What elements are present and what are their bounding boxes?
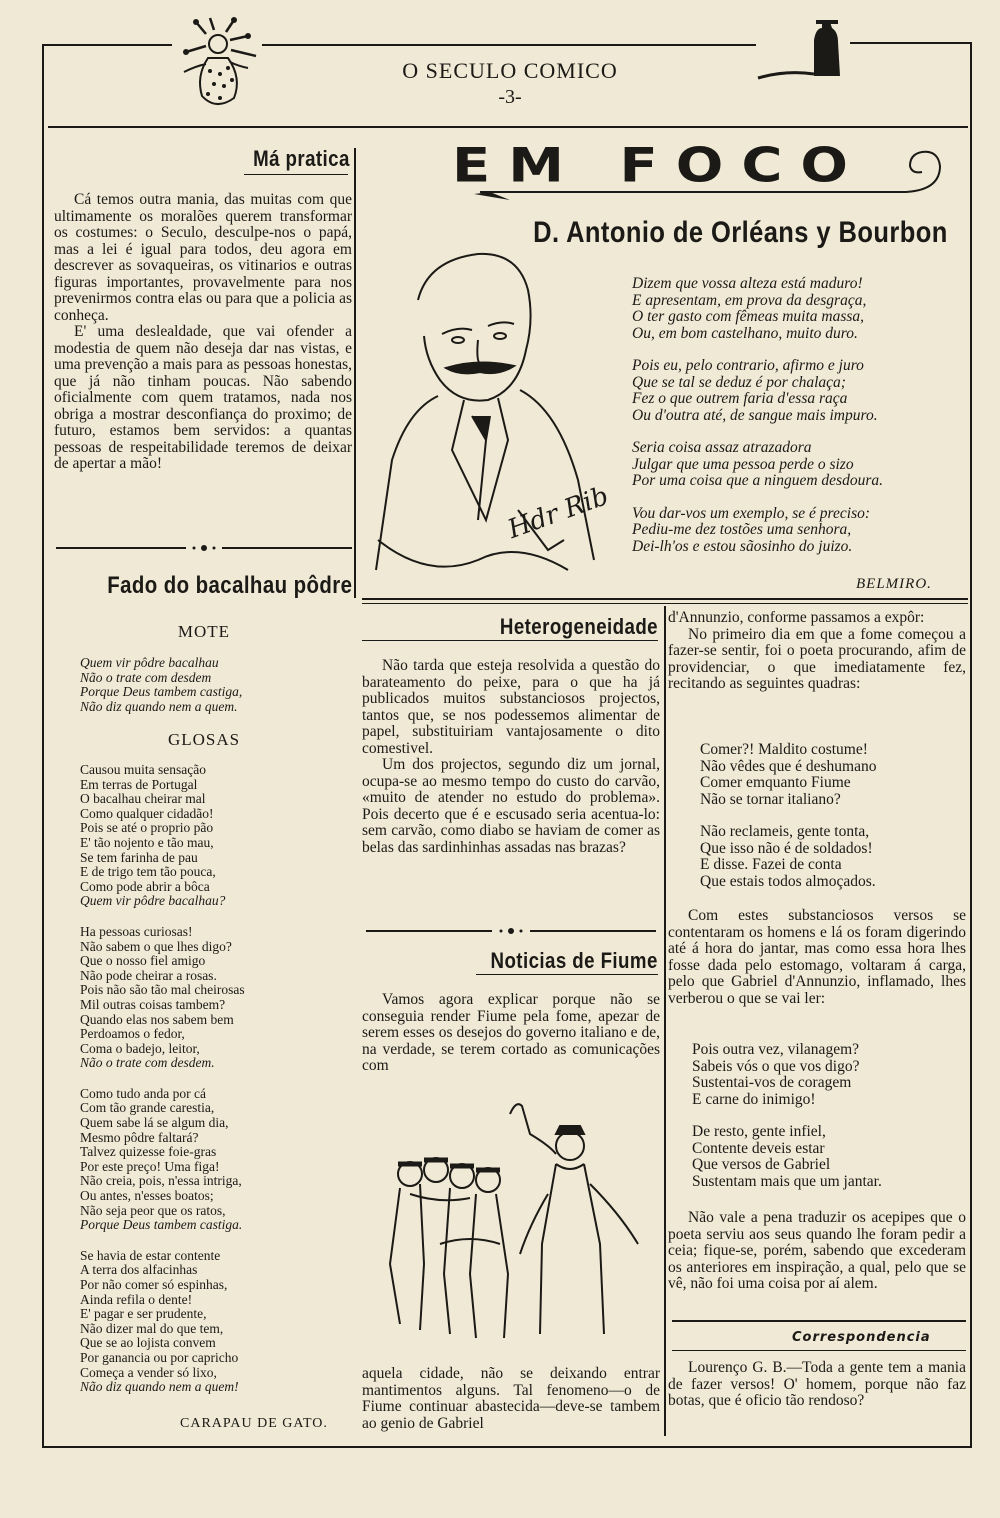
verse-line: E' tão nojento e tão mau, bbox=[80, 834, 214, 850]
verse-line: Não pode cheirar a rosas. bbox=[80, 967, 217, 983]
verse-line: Sustentam mais que um jantar. bbox=[692, 1172, 882, 1190]
verse-line: Não reclameis, gente tonta, bbox=[700, 823, 870, 840]
quadras-second bbox=[692, 1042, 952, 1206]
verse-line: Que isso não é de soldados! bbox=[700, 839, 873, 857]
verse-line: Que estais todos almoçados. bbox=[700, 872, 876, 890]
verse-line: Mesmo pôdre faltará? bbox=[80, 1129, 199, 1145]
portrait-caricature bbox=[368, 240, 618, 600]
clown-doll-icon bbox=[176, 16, 266, 121]
heterogeneidade-paragraph: Um dos projectos, segundo diz um jornal, ocupa-se ao mesmo tempo do custo do carvão, «muito de atender no estudo do problema». Pois decerto que é e escusado seria acentua-lo: sem carvão, como diabo se haviam de comer as belas das sardinhinhas assadas nas brazas? bbox=[362, 756, 660, 856]
mote-label: MOTE bbox=[177, 622, 231, 641]
glosas-verses bbox=[80, 763, 350, 1411]
verse-line: A terra dos alfacinhas bbox=[80, 1262, 198, 1278]
verse-line: Perdoamos o fedor, bbox=[80, 1026, 185, 1042]
correspondencia-heading: Correspondencia bbox=[792, 1330, 931, 1345]
fiume-body-top bbox=[362, 992, 660, 1075]
verse-line: Por uma coisa que a ninguem desdoura. bbox=[632, 472, 883, 489]
cat-icon bbox=[756, 18, 846, 84]
stanza bbox=[632, 506, 962, 556]
verse-line: Ha pessoas curiosas! bbox=[80, 923, 193, 939]
ma-pratica-body bbox=[54, 192, 352, 473]
fiume-paragraph: No primeiro dia em que a fome começou a fazer-se sentir, foi o poeta procurando, afim de providenciar, o que imediatamente fez, recitando as seguintes quadras: bbox=[668, 625, 966, 692]
ornamental-divider-icon bbox=[56, 543, 352, 553]
mote-verses bbox=[80, 656, 340, 714]
verse-line: Como pode abrir a bôca bbox=[80, 878, 210, 894]
soldiers-cartoon bbox=[380, 1094, 650, 1350]
verse-line: E' pagar e ser prudente, bbox=[80, 1306, 207, 1322]
verse-line: Pediu-me dez tostões uma senhora, bbox=[632, 521, 852, 538]
page-number: -3- bbox=[498, 86, 522, 108]
verse-line: E apresentam, em prova da desgraça, bbox=[632, 291, 867, 309]
verse-line: Que o nosso fiel amigo bbox=[80, 953, 206, 969]
verse-line: Sustentai-vos de coragem bbox=[692, 1074, 852, 1091]
fiume-continuation bbox=[668, 610, 966, 693]
verse-line: Porque Deus tambem castiga. bbox=[80, 1217, 243, 1233]
stanza bbox=[80, 925, 350, 1071]
verse-line: Pois não são tão mal cheirosas bbox=[80, 982, 245, 998]
fiume-paragraph: aquela cidade, não se deixando entrar mantimentos alguns. Tal fenomeno—o de Fiume continuar abastecida—deve-se tambem ao genio de Gabriel bbox=[362, 1365, 660, 1432]
verse-line: Dei-lh'os e estou sãosinho do juizo. bbox=[632, 537, 853, 555]
verse-line: Por não comer só espinhas, bbox=[80, 1277, 228, 1292]
verse-line: Quem sabe lá se algum dia, bbox=[80, 1115, 229, 1131]
verse-line: Em terras de Portugal bbox=[80, 776, 198, 792]
verse-line: E de trigo tem tão pouca, bbox=[80, 864, 216, 880]
em-foco-signature: BELMIRO. bbox=[856, 576, 932, 592]
stanza bbox=[692, 1124, 952, 1190]
verse-line: Que se tal se deduz é por chalaça; bbox=[632, 373, 846, 391]
verse-line: Mil outras coisas tambem? bbox=[80, 996, 226, 1012]
verse-line: Não diz quando nem a quem! bbox=[80, 1379, 239, 1395]
ma-pratica-heading: Má pratica bbox=[253, 146, 350, 171]
swirl-ornament-icon bbox=[470, 140, 946, 206]
verse-line: Não diz quando nem a quem. bbox=[80, 698, 238, 714]
verse-line: Fez o que outrem faria d'essa raça bbox=[632, 390, 848, 407]
verse-line: Contente deveis estar bbox=[692, 1139, 825, 1157]
verse-line: Não seja peor que os ratos, bbox=[80, 1202, 226, 1218]
verse-line: Vou dar-vos um exemplo, se é preciso: bbox=[632, 504, 871, 522]
newspaper-title: O SECULO COMICO bbox=[402, 58, 618, 83]
glosas-label: GLOSAS bbox=[167, 730, 241, 749]
stanza bbox=[80, 1249, 350, 1395]
quadras-first bbox=[700, 742, 960, 906]
fiume-paragraph: Com estes substanciosos versos se contentaram os homens e lá os foram digerindo até á hora do jantar, mas como essa hora lhes fosse dada pelo estomago, voltaram á carga, pelo que Gabriel d'Annunzio, inflamado, lhes verberou o que se vai ler: bbox=[668, 907, 966, 1007]
fado-heading: Fado do bacalhau pôdre bbox=[106, 572, 352, 599]
verse-line: Por ganancia ou por capricho bbox=[80, 1349, 239, 1365]
fiume-paragraph: Não vale a pena traduzir os acepipes que o poeta serviu aos seus quando lhe foram pedir a ceia; fique-se, porém, sabendo que excederam os anteriores em inspiração, a qual, pelo que se vê, não foi uma coisa por aí alem. bbox=[668, 1209, 966, 1292]
verse-line: Comer?! Maldito costume! bbox=[700, 741, 868, 758]
verse-line: Porque Deus tambem castiga, bbox=[80, 684, 243, 700]
verse-line: Ou antes, n'esses boatos; bbox=[80, 1188, 214, 1204]
em-foco-title: EM FOCO bbox=[452, 138, 867, 194]
stanza bbox=[700, 742, 960, 808]
verse-line: Ou, em bom castelhano, muito duro. bbox=[632, 324, 858, 342]
stanza bbox=[80, 763, 350, 909]
fiume-continuation-2 bbox=[668, 908, 966, 1007]
verse-line: Seria coisa assaz atrazadora bbox=[632, 439, 812, 456]
verse-line: Não dizer mal do que tem, bbox=[80, 1320, 224, 1336]
verse-line: Não o trate com desdem. bbox=[80, 1055, 215, 1071]
fiume-paragraph: d'Annunzio, conforme passamos a expôr: bbox=[668, 609, 925, 626]
correspondencia-text: Lourenço G. B.—Toda a gente tem a mania de fazer versos! O' homem, porque não faz botas, que é oficio tão rendoso? bbox=[668, 1359, 966, 1409]
verse-line: Ainda refila o dente! bbox=[80, 1291, 193, 1307]
verse-line: Causou muita sensação bbox=[80, 762, 206, 777]
verse-line: Como qualquer cidadão! bbox=[80, 805, 214, 821]
ma-pratica-paragraph: Cá temos outra mania, das muitas com que ultimamente os moralões querem transformar os costumes: o Seculo, desculpe-nos o papá, mas a lei é igual para todos, deu agora em descrever as sovaqueiras, os vitinarios e outras figuras importantes, provavelmente para nos prevenirmos contra elas ou para que a policia as conheça. bbox=[54, 191, 352, 324]
heterogeneidade-paragraph: Não tarda que esteja resolvida a questão do barateamento do peixe, para o que ha já publicados muitos substanciosos projectos, tantos que, se nos podessemos alimentar de papel, substituiriam vantajosamente o dito comestivel. bbox=[362, 657, 660, 757]
verse-line: Não o trate com desdem bbox=[80, 669, 212, 685]
heterogeneidade-body bbox=[362, 658, 660, 856]
fiume-continuation-3 bbox=[668, 1210, 966, 1293]
stanza bbox=[80, 1087, 350, 1233]
verse-line: Pois eu, pelo contrario, afirmo e juro bbox=[632, 357, 864, 374]
fado-signature: CARAPAU DE GATO. bbox=[180, 1416, 328, 1431]
stanza bbox=[632, 440, 962, 490]
verse-line: Ou d'outra até, de sangue mais impuro. bbox=[632, 406, 878, 424]
verse-line: Coma o badejo, leitor, bbox=[80, 1040, 200, 1056]
verse-line: Julgar que uma pessoa perde o sizo bbox=[632, 455, 854, 473]
em-foco-poem bbox=[632, 276, 962, 571]
verse-line: Quem vir pôdre bacalhau? bbox=[80, 893, 226, 909]
stanza bbox=[632, 358, 962, 424]
verse-line: Quando elas nos sabem bem bbox=[80, 1011, 234, 1027]
verse-line: O bacalhau cheirar mal bbox=[80, 791, 206, 807]
verse-line: Pois outra vez, vilanagem? bbox=[692, 1041, 860, 1058]
verse-line: Dizem que vossa alteza está maduro! bbox=[632, 275, 863, 292]
verse-line: Que versos de Gabriel bbox=[692, 1156, 831, 1173]
verse-line: Talvez quizesse foie-gras bbox=[80, 1144, 217, 1160]
heterogeneidade-heading: Heterogeneidade bbox=[499, 614, 658, 639]
verse-line: Que se ao lojista convem bbox=[80, 1335, 216, 1351]
verse-line: Como tudo anda por cá bbox=[80, 1085, 206, 1101]
stanza bbox=[692, 1042, 952, 1108]
verse-line: Se tem farinha de pau bbox=[80, 849, 198, 865]
em-foco-subject: D. Antonio de Orléans y Bourbon bbox=[533, 216, 948, 249]
verse-line: E carne do inimigo! bbox=[692, 1090, 816, 1108]
stanza bbox=[700, 824, 960, 890]
verse-line: Não creia, pois, n'essa intriga, bbox=[80, 1173, 242, 1189]
verse-line: Não se tornar italiano? bbox=[700, 790, 841, 808]
fiume-heading: Noticias de Fiume bbox=[490, 948, 658, 973]
verse-line: Começa a vender só lixo, bbox=[80, 1364, 217, 1380]
verse-line: Por este preço! Uma figa! bbox=[80, 1158, 220, 1174]
fiume-paragraph: Vamos agora explicar porque não se conseguia render Fiume pela fome, apezar de serem esses os desejos do governo italiano e de, na verdade, se terem cortado as comunicações com bbox=[362, 991, 660, 1074]
stanza bbox=[632, 276, 962, 342]
verse-line: Não vêdes que é deshumano bbox=[700, 757, 877, 775]
verse-line: De resto, gente infiel, bbox=[692, 1123, 826, 1140]
verse-line: Pois se até o proprio pão bbox=[80, 820, 214, 836]
verse-line: Se havia de estar contente bbox=[80, 1247, 221, 1263]
verse-line: Não sabem o que lhes digo? bbox=[80, 938, 232, 954]
verse-line: Comer emquanto Fiume bbox=[700, 774, 851, 791]
ma-pratica-paragraph: E' uma deslealdade, que vai ofender a modestia de quem não deseja dar nas vistas, e uma prevenção a mais para as pessoas honestas, que já não tinham poucas. Não sabendo oficialmente com quem tratamos, nada nos obriga a mostrar desconfiança do proximo; de futuro, estamos bem servidos: a quantas pessoas de respeitabilidade teremos de deixar de apertar a mão! bbox=[54, 323, 352, 472]
verse-line: Quem vir pôdre bacalhau bbox=[80, 655, 219, 670]
verse-line: O ter gasto com fêmeas muita massa, bbox=[632, 308, 865, 325]
verse-line: E disse. Fazei de conta bbox=[700, 856, 842, 873]
fiume-body-bottom bbox=[362, 1366, 660, 1432]
correspondencia-body bbox=[668, 1360, 966, 1410]
verse-line: Com tão grande carestia, bbox=[80, 1100, 215, 1116]
artist-signature: Hdr Rib bbox=[504, 481, 613, 545]
ornamental-divider-icon bbox=[366, 926, 656, 936]
verse-line: Sabeis vós o que vos digo? bbox=[692, 1057, 860, 1075]
